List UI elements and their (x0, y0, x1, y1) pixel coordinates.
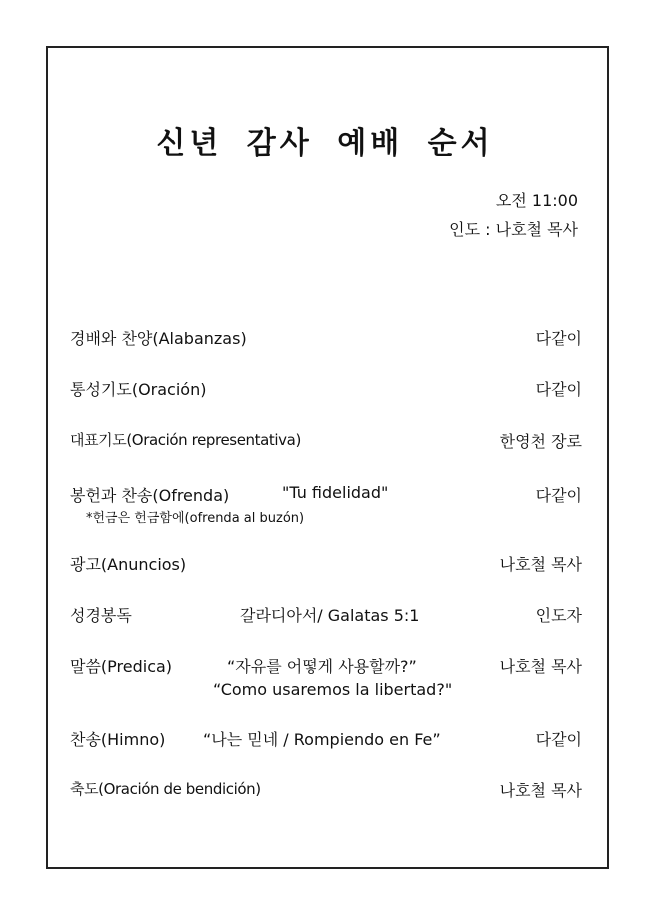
sermon-title-spanish: “Como usaremos la libertad?" (213, 680, 453, 699)
order-item-label: 대표기도(Oración representativa) (70, 431, 301, 449)
order-item-label: 축도(Oración de bendición) (70, 780, 261, 798)
order-item-person: 나호철 목사 (499, 555, 582, 574)
order-item-person: 다같이 (535, 329, 582, 348)
order-item-label: 찬송(Himno) (70, 730, 166, 749)
scripture-reference: 갈라디아서/ Galatas 5:1 (240, 606, 420, 625)
order-item-person: 한영천 장로 (499, 432, 582, 451)
order-item-label: 성경봉독 (70, 606, 132, 625)
order-item-person: 나호철 목사 (499, 657, 582, 676)
order-item-label: 말씀(Predica) (70, 657, 173, 676)
order-item-label: 경배와 찬양(Alabanzas) (70, 329, 247, 348)
sermon-title-korean: “자유를 어떻게 사용할까?” (227, 657, 417, 676)
hymn-title: “나는 믿네 / Rompiendo en Fe” (203, 730, 441, 749)
order-item-person: 나호철 목사 (499, 781, 582, 800)
order-item-person: 다같이 (535, 380, 582, 399)
offering-note: *헌금은 헌금함에(ofrenda al buzón) (86, 511, 305, 526)
service-time: 오전 11:00 (495, 191, 578, 210)
order-item-label: 통성기도(Oración) (70, 380, 207, 399)
service-leader: 인도 : 나호철 목사 (449, 220, 578, 239)
order-item-hymn: "Tu fidelidad" (282, 483, 389, 502)
order-item-person: 다같이 (535, 486, 582, 505)
order-item-label: 광고(Anuncios) (70, 555, 187, 574)
order-item-person: 다같이 (535, 730, 582, 749)
order-item-person: 인도자 (535, 606, 582, 625)
page-title: 신년 감사 예배 순서 (156, 126, 494, 161)
order-item-label: 봉헌과 찬송(Ofrenda) (70, 486, 230, 505)
